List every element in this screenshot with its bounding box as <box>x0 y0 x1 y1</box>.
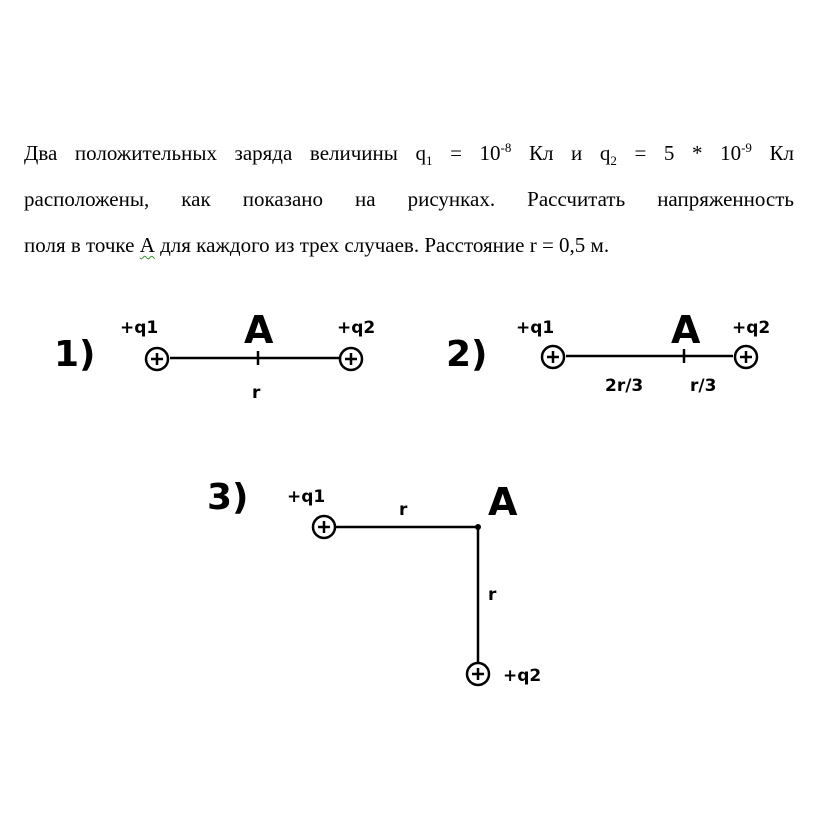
figure-2-charge-2-label: +q2 <box>732 318 771 338</box>
problem-line-3: поля в точке А для каждого из трех случаев. Расстояние r = 0,5 м. <box>24 233 610 257</box>
spellcheck-underlined-word: А <box>139 233 155 257</box>
figure-1-charge-2-label: +q2 <box>337 318 376 338</box>
figure-3 <box>207 477 541 686</box>
figure-1-charge-1-plus-icon <box>146 348 168 370</box>
figure-2 <box>446 308 770 396</box>
figure-2-distance-2-label: r/3 <box>690 376 717 396</box>
figure-2-charge-1-plus-icon <box>542 346 564 368</box>
figure-1-charge-2-plus-icon <box>340 348 362 370</box>
problem-line-2: расположены, как показано на рисунках. Рассчитать напряженность <box>24 187 794 211</box>
figure-2-number: 2) <box>446 334 488 375</box>
figure-1 <box>54 308 375 403</box>
figure-3-charge-2-plus-icon <box>467 663 489 685</box>
problem-line-1: Два положительных заряда величины $q_1 = 10^{-8}$ Кл и $q_2 = 5 * 10^{-9}$ Кл <box>24 140 794 169</box>
figure-2-charge-2-plus-icon <box>735 346 757 368</box>
figure-3-point-dot <box>475 524 481 530</box>
figure-3-point-label: A <box>488 480 518 524</box>
figure-1-point-label: A <box>244 308 274 352</box>
figure-3-vertical-distance-label: r <box>488 585 497 605</box>
figure-3-charge-1-label: +q1 <box>287 487 326 507</box>
figure-1-number: 1) <box>54 334 96 375</box>
figure-1-charge-1-label: +q1 <box>120 318 159 338</box>
figure-1-distance-label: r <box>252 383 261 403</box>
figure-2-charge-1-label: +q1 <box>516 318 555 338</box>
figure-3-horizontal-distance-label: r <box>399 500 408 520</box>
figure-3-charge-2-label: +q2 <box>503 666 542 686</box>
figure-2-distance-1-label: 2r/3 <box>605 376 644 396</box>
figure-3-number: 3) <box>207 477 249 518</box>
figure-2-point-label: A <box>671 308 701 352</box>
figure-3-charge-1-plus-icon <box>313 516 335 538</box>
